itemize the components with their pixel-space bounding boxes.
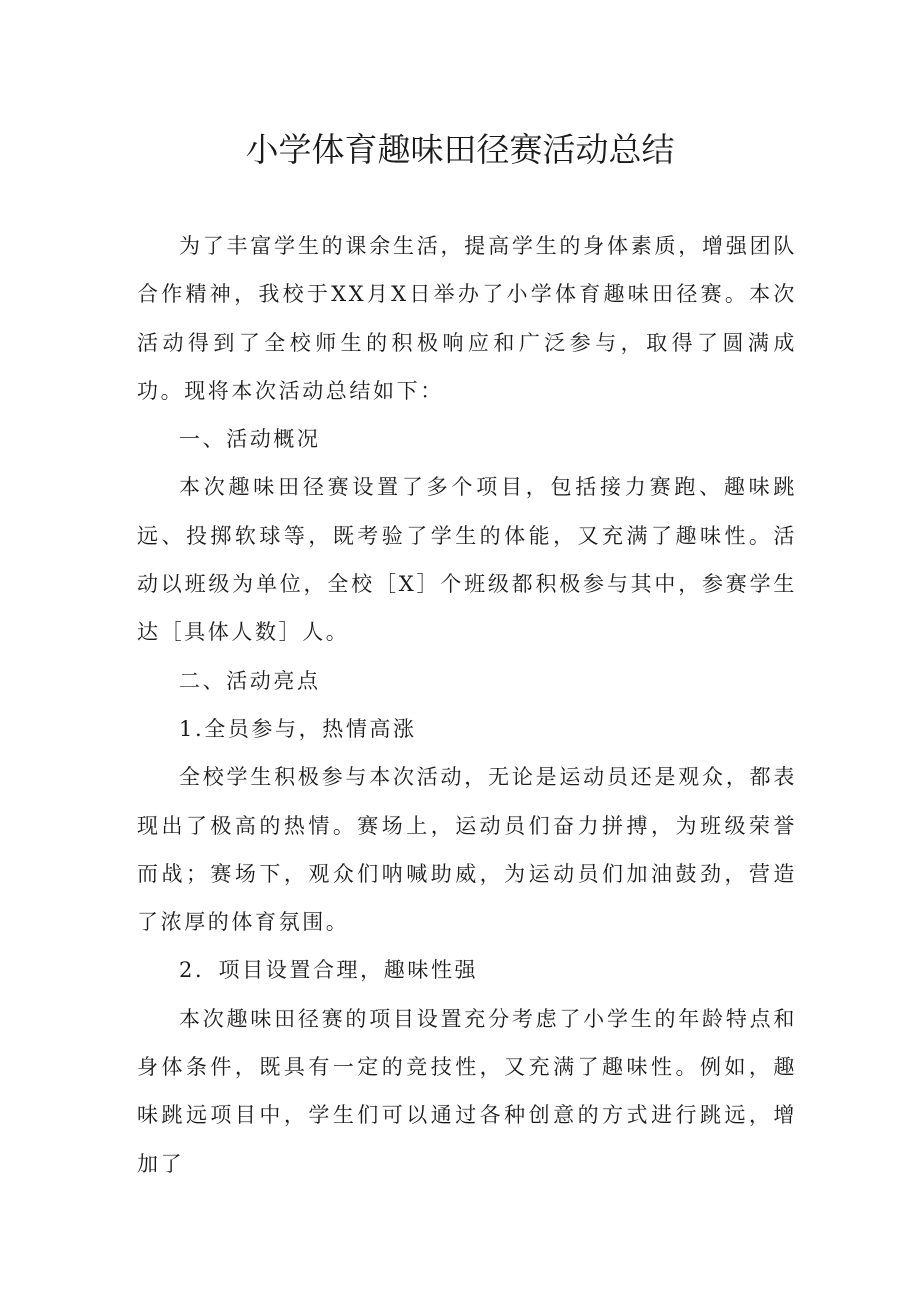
overview-paragraph: 本次趣味田径赛设置了多个项目，包括接力赛跑、趣味跳远、投掷软球等，既考验了学生的体能，又充满了趣味性。活动以班级为单位，全校［X］个班级都积极参与其中，参赛学生达［具体人数］人。 xyxy=(137,475,797,645)
intro-paragraph: 为了丰富学生的课余生活，提高学生的身体素质，增强团队合作精神，我校于XX月X日举办了小学体育趣味田径赛。本次活动得到了全校师生的积极响应和广泛参与，取得了圆满成功。现将本次活动总结如下： xyxy=(137,234,797,403)
section-heading-overview: 一、活动概况 xyxy=(179,427,321,452)
document-title: 小学体育趣味田径赛活动总结 xyxy=(245,130,675,169)
section-heading-highlights: 二、活动亮点 xyxy=(179,668,321,693)
participation-paragraph: 全校学生积极参与本次活动，无论是运动员还是观众，都表现出了极高的热情。赛场上，运动员们奋力拼搏，为班级荣誉而战；赛场下，观众们呐喊助威，为运动员们加油鼓劲，营造了浓厚的体育氛围。 xyxy=(137,765,797,935)
event-design-paragraph: 本次趣味田径赛的项目设置充分考虑了小学生的年龄特点和身体条件，既具有一定的竞技性，又充满了趣味性。例如，趣味跳远项目中，学生们可以通过各种创意的方式进行跳远，增加了 xyxy=(137,1006,797,1176)
subheading-participation: 1.全员参与，热情高涨 xyxy=(179,716,417,741)
subheading-event-design: 2．项目设置合理，趣味性强 xyxy=(179,958,479,983)
document-body xyxy=(137,222,797,1188)
